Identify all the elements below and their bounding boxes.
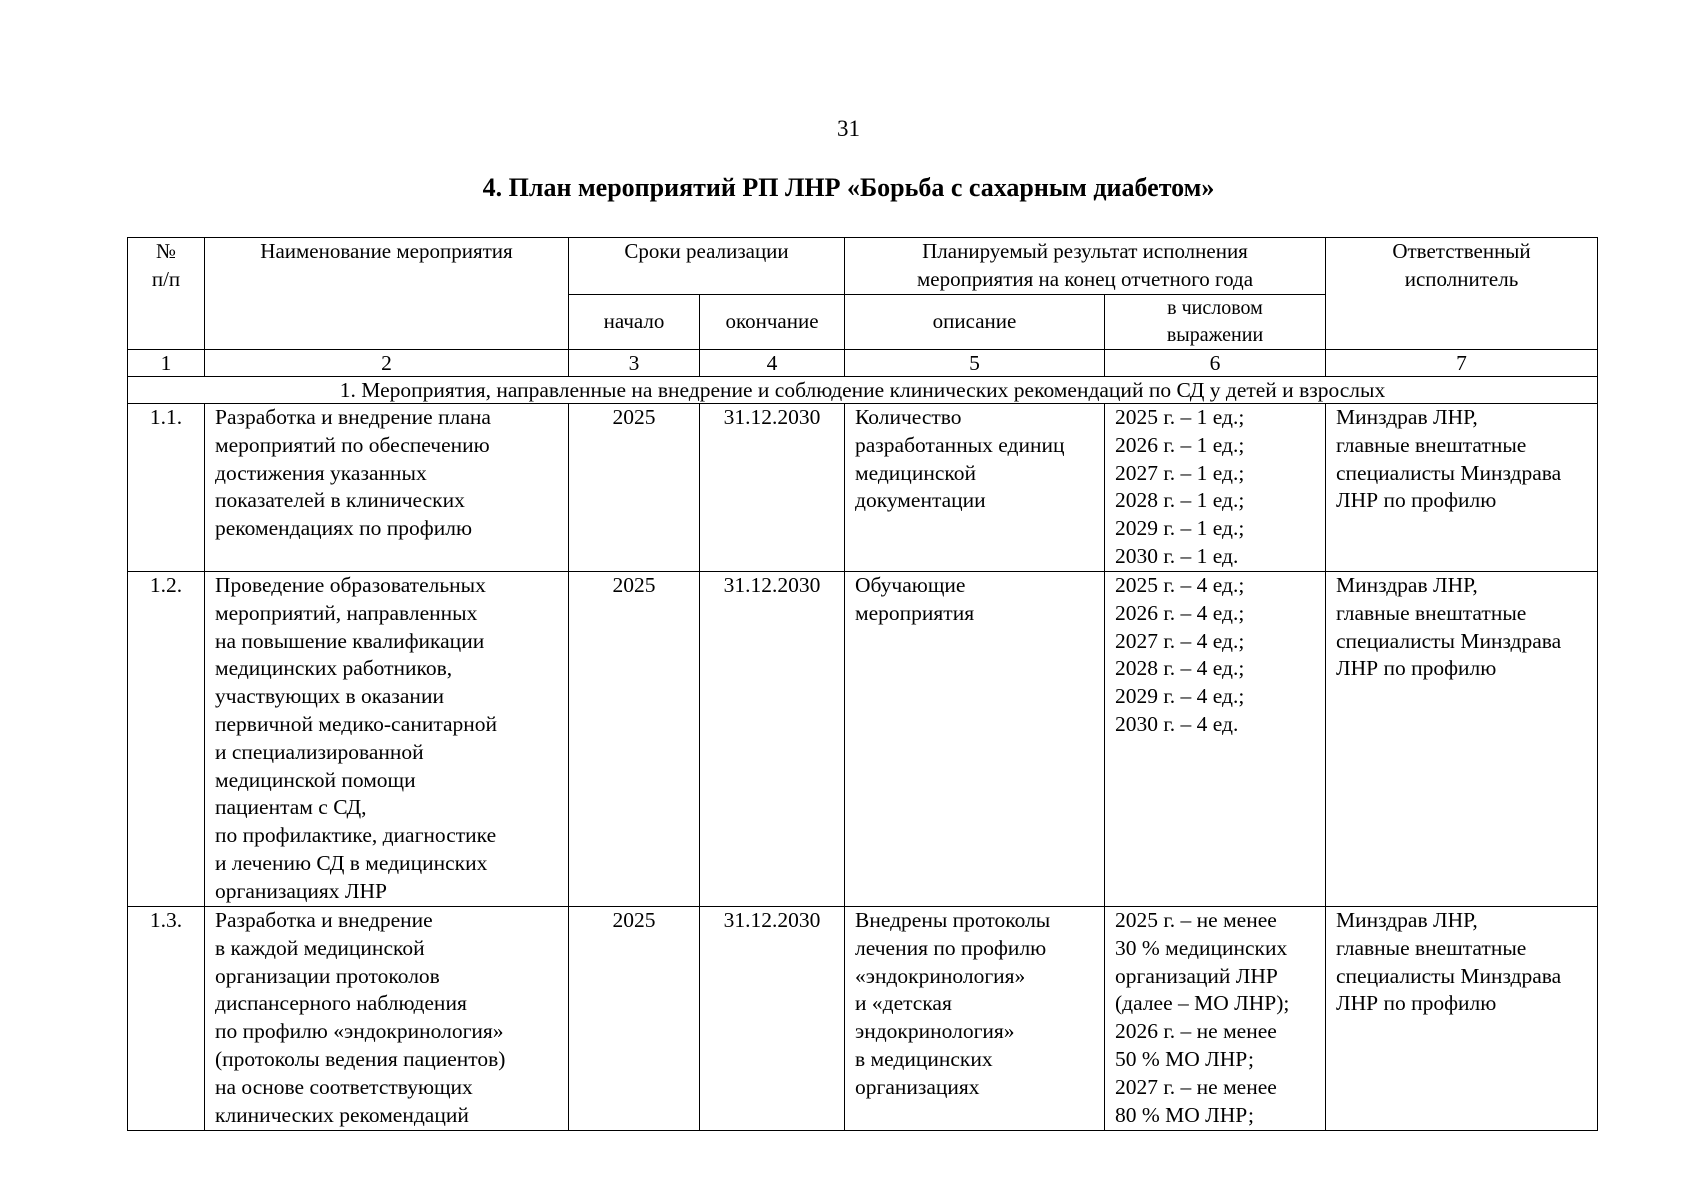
activity-name-line: по профилю «эндокринология» bbox=[215, 1019, 504, 1044]
column-number: 4 bbox=[700, 350, 845, 377]
result-description-line: Количество bbox=[855, 405, 962, 429]
activity-name-line: и лечению СД в медицинских bbox=[215, 850, 488, 875]
header-responsible bbox=[1326, 238, 1598, 350]
start-date: 2025 bbox=[569, 404, 700, 572]
result-numeric bbox=[1105, 404, 1326, 572]
result-description-line: «эндокринология» bbox=[855, 963, 1026, 988]
row-number: 1.2. bbox=[128, 572, 205, 907]
activity-name bbox=[205, 404, 569, 572]
responsible-party bbox=[1326, 404, 1598, 572]
responsible-line: Минздрав ЛНР, bbox=[1336, 573, 1478, 597]
row-number: 1.3. bbox=[128, 907, 205, 1131]
activity-name-line: мероприятий, направленных bbox=[215, 600, 478, 625]
table-row bbox=[128, 907, 1598, 1131]
responsible-line: главные внештатные bbox=[1336, 432, 1527, 457]
action-plan-table bbox=[127, 237, 1598, 1131]
result-numeric-line: 30 % медицинских bbox=[1115, 935, 1288, 960]
result-numeric-line: 2028 г. – 1 ед.; bbox=[1115, 488, 1245, 513]
result-numeric-line: 2027 г. – не менее bbox=[1115, 1074, 1277, 1099]
activity-name-line: (протоколы ведения пациентов) bbox=[215, 1046, 506, 1071]
result-description-line: медицинской bbox=[855, 460, 976, 485]
header-name-text: Наименование мероприятия bbox=[260, 239, 513, 263]
column-number: 2 bbox=[205, 350, 569, 377]
result-numeric-line: организаций ЛНР bbox=[1115, 963, 1278, 988]
header-row-1 bbox=[128, 238, 1598, 295]
activity-name-line: организации протоколов bbox=[215, 963, 440, 988]
header-name bbox=[205, 238, 569, 350]
activity-name-line: рекомендациях по профилю bbox=[215, 516, 473, 541]
header-end-text: окончание bbox=[725, 309, 819, 333]
result-numeric-line: 2026 г. – не менее bbox=[1115, 1019, 1277, 1044]
result-numeric-line: 2026 г. – 1 ед.; bbox=[1115, 432, 1245, 457]
header-result-line: Планируемый результат исполнения bbox=[922, 239, 1248, 263]
responsible-line: ЛНР по профилю bbox=[1336, 991, 1497, 1016]
responsible-line: Минздрав ЛНР, bbox=[1336, 908, 1478, 932]
start-date: 2025 bbox=[569, 907, 700, 1131]
activity-name-line: пациентам с СД, bbox=[215, 795, 367, 820]
result-numeric-line: 2027 г. – 1 ед.; bbox=[1115, 460, 1245, 485]
column-number: 1 bbox=[128, 350, 205, 377]
header-numeric-line: выражении bbox=[1166, 323, 1264, 346]
result-numeric-line: 2027 г. – 4 ед.; bbox=[1115, 628, 1245, 653]
column-numbers-row bbox=[128, 350, 1598, 377]
end-date: 31.12.2030 bbox=[700, 572, 845, 907]
activity-name-line: и специализированной bbox=[215, 739, 424, 764]
result-numeric bbox=[1105, 907, 1326, 1131]
header-start-text: начало bbox=[603, 309, 665, 333]
responsible-line: ЛНР по профилю bbox=[1336, 656, 1497, 681]
document-title: 4. План мероприятий РП ЛНР «Борьба с сахарным диабетом» bbox=[482, 173, 1215, 202]
result-description-line: Внедрены протоколы bbox=[855, 908, 1051, 932]
responsible-line: Минздрав ЛНР, bbox=[1336, 405, 1478, 429]
row-number: 1.1. bbox=[128, 404, 205, 572]
result-numeric-line: 2025 г. – 1 ед.; bbox=[1115, 405, 1245, 429]
section-header-row bbox=[128, 377, 1598, 404]
result-description bbox=[845, 907, 1105, 1131]
header-numeric-line: в числовом bbox=[1167, 296, 1263, 319]
header-responsible-line: исполнитель bbox=[1404, 266, 1519, 291]
activity-name-line: медицинской помощи bbox=[215, 767, 416, 792]
result-numeric-line: 2025 г. – 4 ед.; bbox=[1115, 573, 1245, 597]
activity-name-line: Проведение образовательных bbox=[215, 573, 486, 597]
activity-name-line: Разработка и внедрение плана bbox=[215, 405, 491, 429]
result-numeric-line: 2028 г. – 4 ед.; bbox=[1115, 656, 1245, 681]
column-number: 7 bbox=[1326, 350, 1598, 377]
header-timing bbox=[569, 238, 845, 295]
activity-name-line: клинических рекомендаций bbox=[215, 1102, 469, 1127]
table-row bbox=[128, 572, 1598, 907]
result-description-line: организациях bbox=[855, 1074, 980, 1099]
responsible-line: главные внештатные bbox=[1336, 935, 1527, 960]
header-start bbox=[569, 294, 700, 350]
activity-name-line: мероприятий по обеспечению bbox=[215, 432, 490, 457]
responsible-line: специалисты Минздрава bbox=[1336, 963, 1562, 988]
activity-name-line: медицинских работников, bbox=[215, 656, 453, 681]
responsible-line: главные внештатные bbox=[1336, 600, 1527, 625]
header-num-line: № bbox=[155, 239, 177, 263]
result-numeric-line: 2025 г. – не менее bbox=[1115, 908, 1277, 932]
activity-name bbox=[205, 907, 569, 1131]
result-numeric-line: 2029 г. – 4 ед.; bbox=[1115, 684, 1245, 709]
activity-name-line: по профилактике, диагностике bbox=[215, 823, 497, 848]
header-numeric bbox=[1105, 294, 1326, 350]
responsible-line: специалисты Минздрава bbox=[1336, 628, 1562, 653]
activity-name-line: Разработка и внедрение bbox=[215, 908, 433, 932]
result-numeric-line: 2030 г. – 1 ед. bbox=[1115, 543, 1239, 568]
header-timing-text: Сроки реализации bbox=[624, 239, 789, 263]
header-description-text: описание bbox=[932, 309, 1017, 333]
activity-name-line: диспансерного наблюдения bbox=[215, 991, 467, 1016]
result-numeric-line: (далее – МО ЛНР); bbox=[1115, 991, 1290, 1016]
activity-name-line: показателей в клинических bbox=[215, 488, 465, 513]
responsible-party bbox=[1326, 907, 1598, 1131]
activity-name-line: достижения указанных bbox=[215, 460, 427, 485]
responsible-line: ЛНР по профилю bbox=[1336, 488, 1497, 513]
result-numeric-line: 2029 г. – 1 ед.; bbox=[1115, 516, 1245, 541]
result-description-line: Обучающие bbox=[855, 573, 966, 597]
activity-name bbox=[205, 572, 569, 907]
header-description bbox=[845, 294, 1105, 350]
end-date: 31.12.2030 bbox=[700, 907, 845, 1131]
column-number: 6 bbox=[1105, 350, 1326, 377]
activity-name-line: на повышение квалификации bbox=[215, 628, 485, 653]
header-end bbox=[700, 294, 845, 350]
page-number: 31 bbox=[837, 116, 860, 141]
responsible-party bbox=[1326, 572, 1598, 907]
activity-name-line: участвующих в оказании bbox=[215, 684, 444, 709]
result-numeric-line: 2026 г. – 4 ед.; bbox=[1115, 600, 1245, 625]
column-number: 3 bbox=[569, 350, 700, 377]
header-result-line: мероприятия на конец отчетного года bbox=[916, 266, 1254, 291]
result-numeric-line: 2030 г. – 4 ед. bbox=[1115, 711, 1239, 736]
result-numeric-line: 80 % МО ЛНР; bbox=[1115, 1102, 1255, 1127]
responsible-line: специалисты Минздрава bbox=[1336, 460, 1562, 485]
result-description bbox=[845, 572, 1105, 907]
activity-name-line: на основе соответствующих bbox=[215, 1074, 473, 1099]
header-result bbox=[845, 238, 1326, 295]
result-description-line: мероприятия bbox=[855, 600, 975, 625]
end-date: 31.12.2030 bbox=[700, 404, 845, 572]
table-row bbox=[128, 404, 1598, 572]
result-description-line: и «детская bbox=[855, 991, 952, 1016]
activity-name-line: организациях ЛНР bbox=[215, 878, 387, 903]
result-numeric bbox=[1105, 572, 1326, 907]
header-responsible-line: Ответственный bbox=[1392, 239, 1531, 263]
result-description-line: эндокринология» bbox=[855, 1019, 1015, 1044]
result-description bbox=[845, 404, 1105, 572]
result-description-line: лечения по профилю bbox=[855, 935, 1047, 960]
header-num-line: п/п bbox=[151, 266, 181, 291]
section-title: 1. Мероприятия, направленные на внедрение и соблюдение клинических рекомендаций по СД у детей и взрослых bbox=[128, 377, 1598, 404]
start-date: 2025 bbox=[569, 572, 700, 907]
result-description-line: документации bbox=[855, 488, 986, 513]
result-description-line: в медицинских bbox=[855, 1046, 993, 1071]
activity-name-line: в каждой медицинской bbox=[215, 935, 425, 960]
result-numeric-line: 50 % МО ЛНР; bbox=[1115, 1046, 1255, 1071]
result-description-line: разработанных единиц bbox=[855, 432, 1065, 457]
activity-name-line: первичной медико-санитарной bbox=[215, 711, 498, 736]
header-num bbox=[128, 238, 205, 350]
column-number: 5 bbox=[845, 350, 1105, 377]
